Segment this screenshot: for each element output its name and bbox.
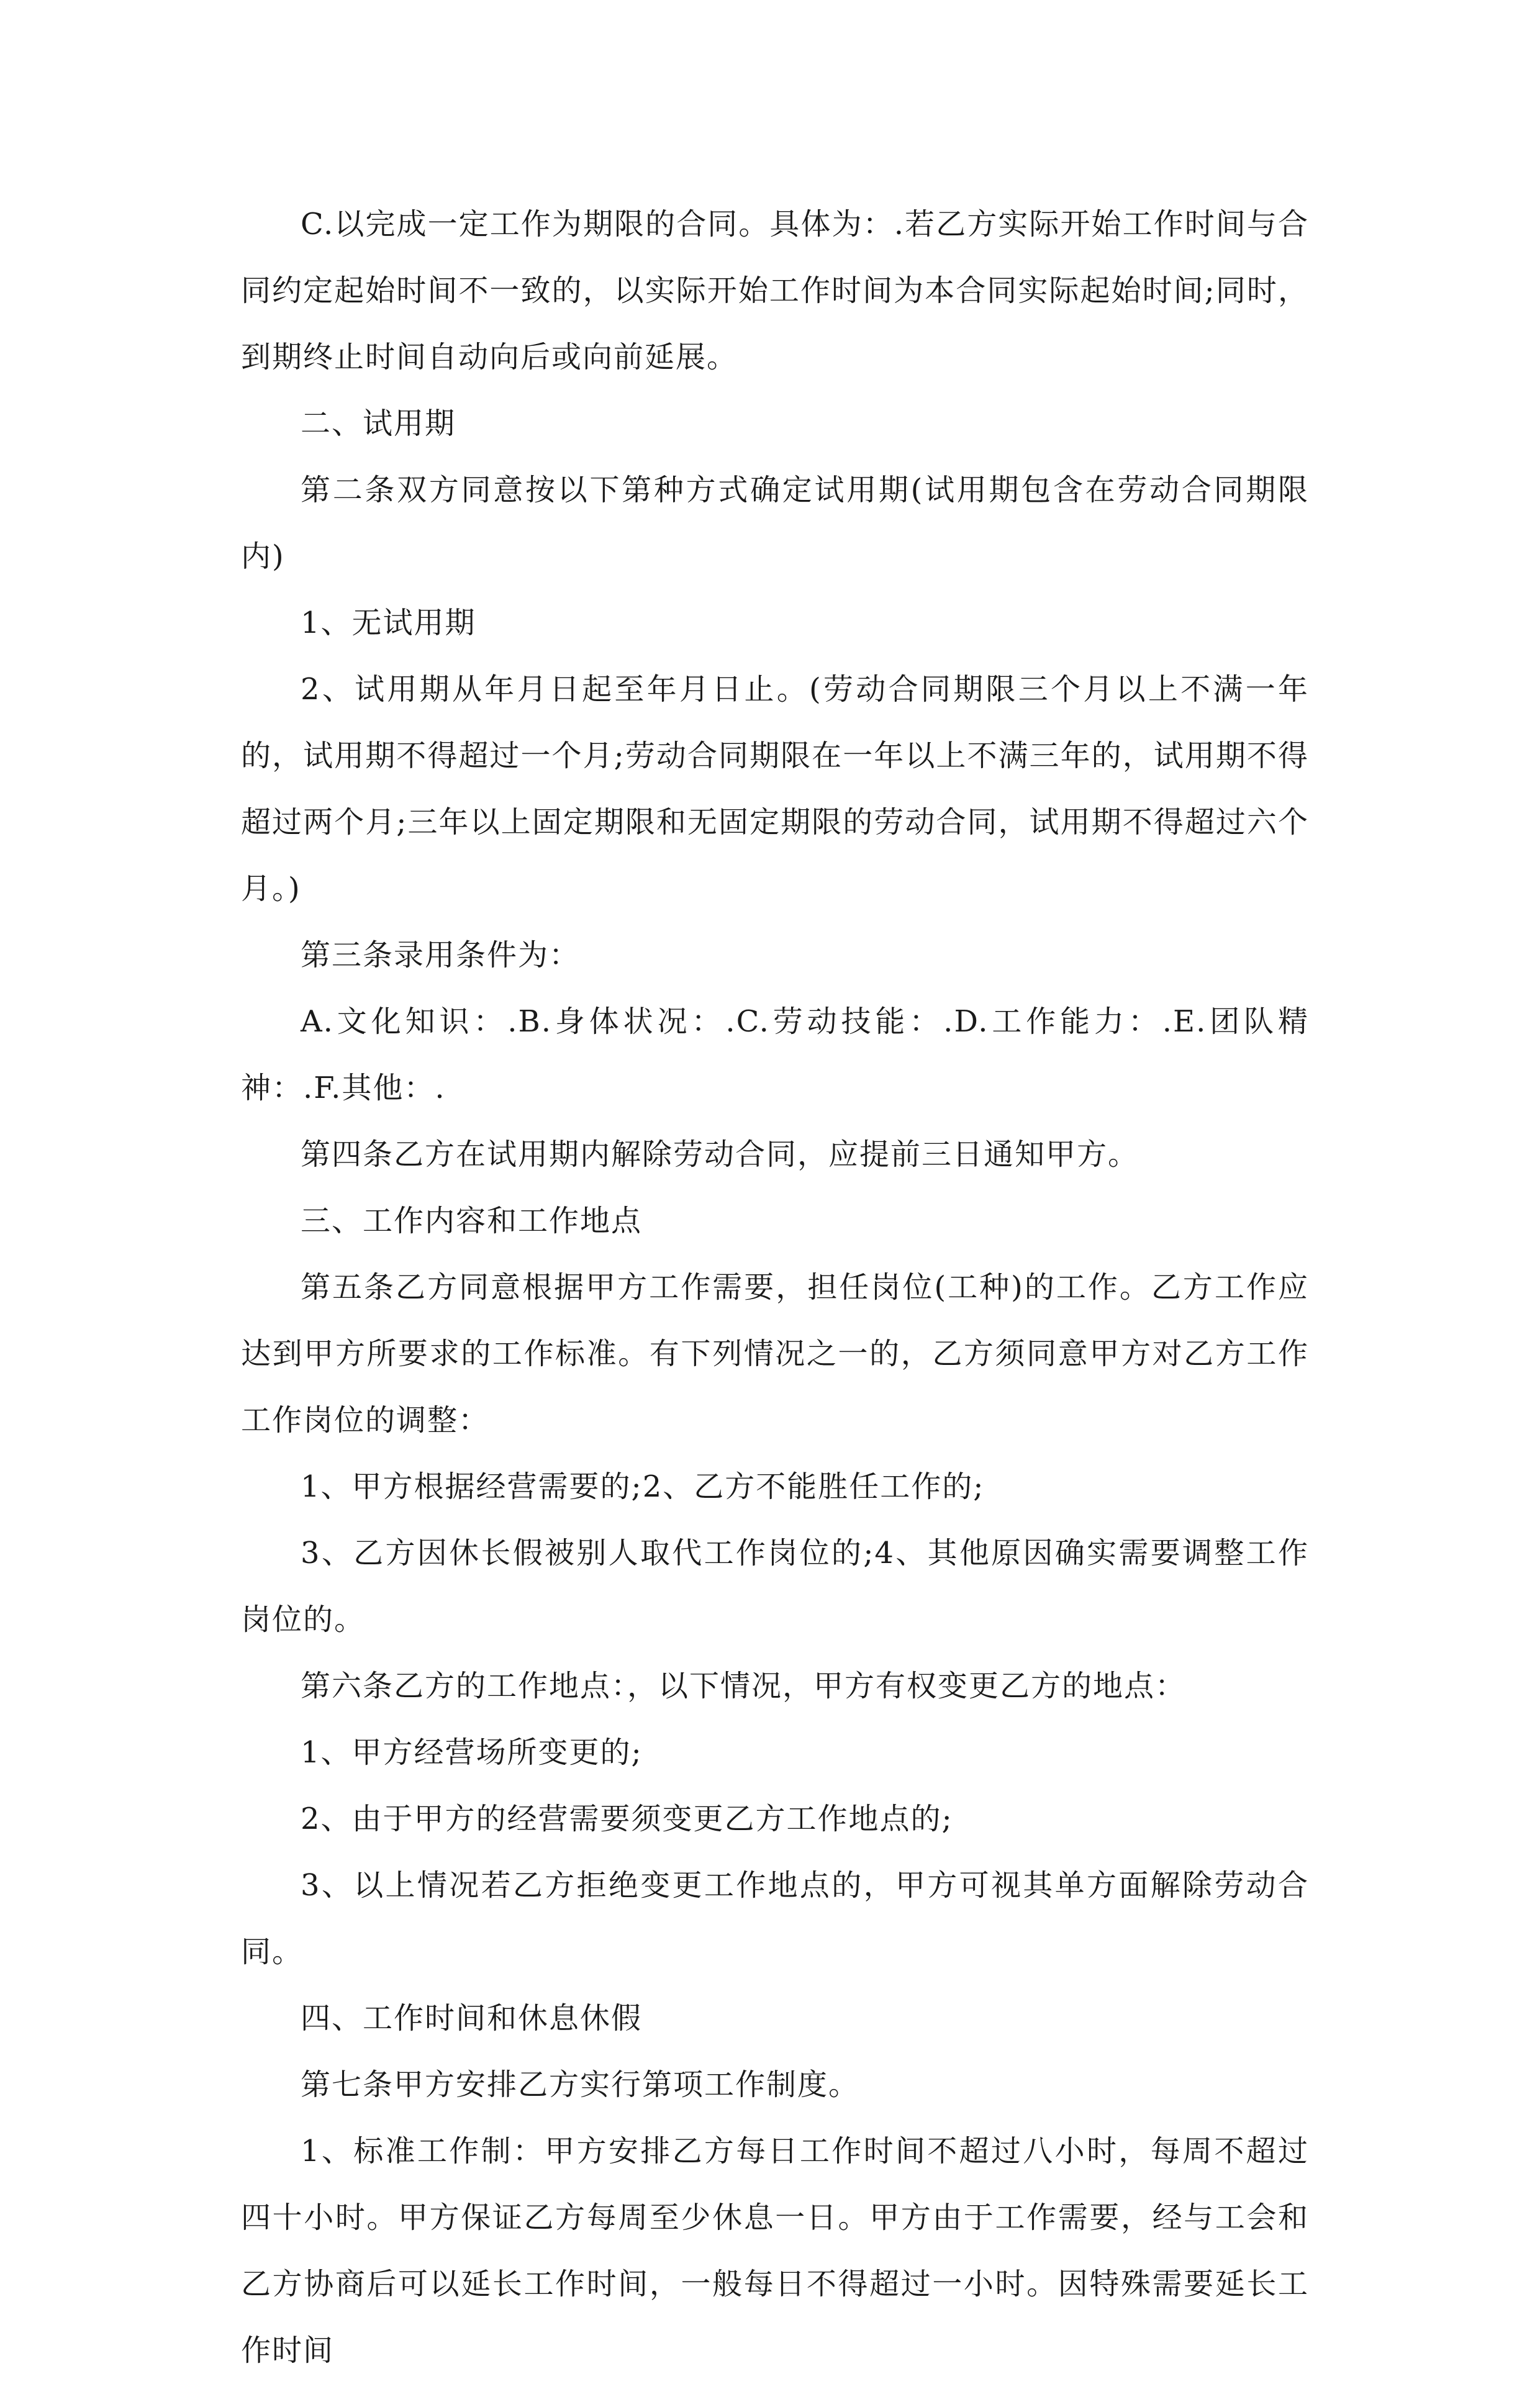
paragraph-term-c: C.以完成一定工作为期限的合同。具体为：.若乙方实际开始工作时间与合同约定起始时间不一致的，以实际开始工作时间为本合同实际起始时间;同时，到期终止时间自动向后或向前延展。: [241, 207, 1309, 374]
paragraph-standard-hours: 1、标准工作制：甲方安排乙方每日工作时间不超过八小时，每周不超过四十小时。甲方保证乙方每周至少休息一日。甲方由于工作需要，经与工会和乙方协商后可以延长工作时间，一般每日不得超过一小时。因特殊需要延长工作时间: [241, 2134, 1309, 2368]
section-heading-probation: 二、试用期: [301, 406, 456, 441]
document-body: [241, 191, 1309, 2384]
paragraph-article-2: 第二条双方同意按以下第种方式确定试用期(试用期包含在劳动合同期限内): [241, 473, 1309, 574]
paragraph-item-2: 2、试用期从年月日起至年月日止。(劳动合同期限三个月以上不满一年的，试用期不得超过一个月;劳动合同期限在一年以上不满三年的，试用期不得超过两个月;三年以上固定期限和无固定期限的劳动合同，试用期不得超过六个月。): [241, 672, 1309, 906]
paragraph-conditions: A.文化知识：.B.身体状况：.C.劳动技能：.D.工作能力：.E.团队精神：.F.其他：.: [241, 1004, 1309, 1105]
paragraph-article-5: 第五条乙方同意根据甲方工作需要，担任岗位(工种)的工作。乙方工作应达到甲方所要求的工作标准。有下列情况之一的，乙方须同意甲方对乙方工作工作岗位的调整：: [241, 1270, 1309, 1438]
paragraph-article-3: 第三条录用条件为：: [301, 938, 581, 972]
section-heading-work-content: 三、工作内容和工作地点: [301, 1203, 643, 1238]
paragraph-location-2: 2、由于甲方的经营需要须变更乙方工作地点的;: [301, 1802, 953, 1836]
paragraph-article-7: 第七条甲方安排乙方实行第项工作制度。: [301, 2067, 860, 2102]
paragraph-location-3: 3、以上情况若乙方拒绝变更工作地点的，甲方可视其单方面解除劳动合同。: [241, 1868, 1309, 1969]
paragraph-item-1: 1、无试用期: [301, 605, 476, 640]
paragraph-article-4: 第四条乙方在试用期内解除劳动合同，应提前三日通知甲方。: [301, 1137, 1139, 1172]
paragraph-location-1: 1、甲方经营场所变更的;: [301, 1735, 643, 1770]
section-heading-work-hours: 四、工作时间和休息休假: [301, 2001, 643, 2036]
paragraph-adjust-1-2: 1、甲方根据经营需要的;2、乙方不能胜任工作的;: [301, 1469, 985, 1504]
paragraph-adjust-3-4: 3、乙方因休长假被别人取代工作岗位的;4、其他原因确实需要调整工作岗位的。: [241, 1536, 1309, 1637]
paragraph-article-6: 第六条乙方的工作地点：，以下情况，甲方有权变更乙方的地点：: [301, 1669, 1187, 1703]
